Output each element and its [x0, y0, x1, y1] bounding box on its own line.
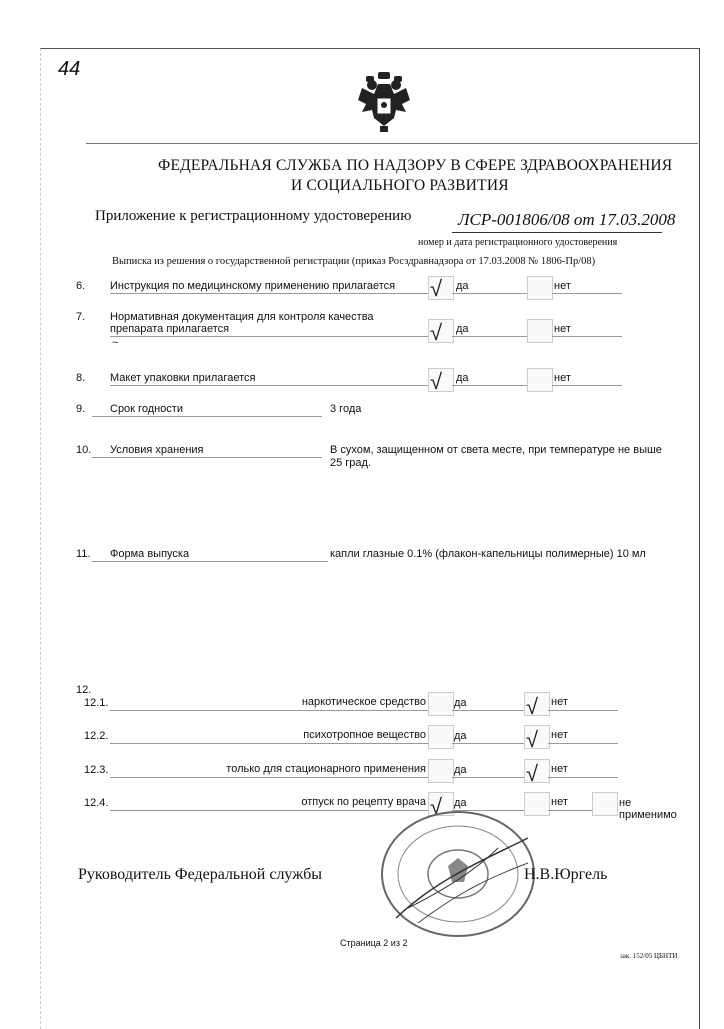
item-10-value-line1: В сухом, защищенном от света месте, при температуре не выше: [330, 444, 662, 456]
item-8-yes-line: [452, 385, 528, 386]
item-10-value-line2: 25 град.: [330, 457, 372, 469]
row-12-1-yes-line: [452, 710, 526, 711]
item-7-no-box: [527, 319, 553, 343]
row-12-3-yes-line: [452, 777, 526, 778]
row-12-2-no-label: нет: [551, 729, 568, 741]
row-12-1-text: наркотическое средство: [301, 696, 426, 708]
row-12-1-no-label: нет: [551, 696, 568, 708]
item-6-no-box: [527, 276, 553, 300]
row-12-4-no-line: [548, 810, 592, 811]
item-6-text: Инструкция по медицинскому применению прилагается: [110, 280, 396, 292]
row-12-1-check-icon: √: [526, 694, 539, 719]
item-6-number: 6.: [76, 280, 86, 292]
row-12-4-yes-label: да: [454, 797, 467, 809]
row-12-2-yes-box: [428, 725, 454, 749]
item-6-underline: [110, 293, 430, 294]
item-9-value: 3 года: [330, 403, 362, 415]
appendix-label: Приложение к регистрационному удостоверению: [95, 208, 412, 224]
item-8-yes-label: да: [456, 372, 469, 384]
item-6-no-label: нет: [554, 280, 571, 292]
row-12-2-text: психотропное вещество: [303, 729, 426, 741]
item-7-underline: [110, 336, 430, 337]
item-8-underline: [110, 385, 430, 386]
registration-underline: [452, 232, 662, 233]
item-6-yes-label: да: [456, 280, 469, 292]
item-7-no-line: [552, 336, 622, 337]
item-8-no-line: [552, 385, 622, 386]
row-12-3-check-icon: √: [526, 761, 539, 786]
form-code: зак. 152/05 ЦБНТИ: [620, 952, 678, 960]
row-12-1-yes-label: да: [454, 697, 467, 709]
item-9-number: 9.: [76, 403, 86, 415]
row-12-3-yes-label: да: [454, 764, 467, 776]
item-8-no-label: нет: [554, 372, 571, 384]
item-8-check-icon: √: [430, 369, 443, 394]
coat-of-arms-emblem: [356, 70, 412, 134]
registration-number: ЛСР-001806/08 от 17.03.2008: [458, 210, 676, 229]
row-12-3-underline: [110, 777, 428, 778]
row-12-3-number: 12.3.: [84, 764, 109, 776]
row-12-2-number: 12.2.: [84, 730, 109, 742]
row-12-4-check-icon: √: [430, 794, 443, 819]
item-10-underline: [92, 457, 322, 458]
row-12-3-no-line: [548, 777, 618, 778]
signatory-title: Руководитель Федеральной службы: [78, 866, 322, 883]
item-11-text: Форма выпуска: [110, 548, 190, 560]
agency-title-line2: И СОЦИАЛЬНОГО РАЗВИТИЯ: [291, 177, 509, 194]
row-12-2-no-line: [548, 743, 618, 744]
official-seal-stamp: [378, 808, 538, 940]
row-12-3-no-label: нет: [551, 763, 568, 775]
row-12-4-no-label: нет: [551, 796, 568, 808]
item-7-number: 7.: [76, 311, 86, 323]
item-8-no-box: [527, 368, 553, 392]
item-10-number: 10.: [76, 444, 92, 456]
row-12-1-underline: [110, 710, 428, 711]
row-12-1-yes-box: [428, 692, 454, 716]
row-12-4-na-label-1: не: [619, 797, 632, 809]
item-6-yes-line: [452, 293, 528, 294]
row-12-3-yes-box: [428, 759, 454, 783]
registration-caption: номер и дата регистрационного удостоверения: [418, 237, 618, 248]
item-6-no-line: [552, 293, 622, 294]
row-12-2-underline: [110, 743, 428, 744]
item-11-value: капли глазные 0.1% (флакон-капельницы полимерные) 10 мл: [330, 548, 646, 560]
row-12-2-check-icon: √: [526, 727, 539, 752]
item-10-text: Условия хранения: [110, 444, 204, 456]
item-7-text-line1: Нормативная документация для контроля качества: [110, 311, 374, 323]
row-12-1-no-line: [548, 710, 618, 711]
row-12-2-yes-line: [452, 743, 526, 744]
corner-handwritten-mark: 44: [58, 58, 81, 80]
row-12-4-na-box: [592, 792, 618, 816]
row-12-4-text: отпуск по рецепту врача: [301, 796, 426, 808]
extract-line: Выписка из решения о государственной регистрации (приказ Росздравнадзора от 17.03.2008 № 1806-Пр/08): [112, 256, 596, 267]
item-7-tilde: ~: [112, 337, 119, 349]
item-7-yes-line: [452, 336, 528, 337]
section-12-number: 12.: [76, 684, 92, 696]
item-9-underline: [92, 416, 322, 417]
item-7-text-line2: препарата прилагается: [110, 323, 230, 335]
item-8-number: 8.: [76, 372, 86, 384]
row-12-1-number: 12.1.: [84, 697, 109, 709]
item-7-no-label: нет: [554, 323, 571, 335]
item-6-check-icon: √: [430, 276, 443, 301]
item-9-text: Срок годности: [110, 403, 183, 415]
page-counter: Страница 2 из 2: [340, 938, 408, 948]
header-divider: [86, 143, 698, 144]
item-11-underline: [92, 561, 328, 562]
row-12-4-number: 12.4.: [84, 797, 109, 809]
item-7-check-icon: √: [430, 320, 443, 345]
row-12-4-na-label-2: применимо: [619, 809, 677, 821]
item-7-yes-label: да: [456, 323, 469, 335]
signatory-name: Н.В.Юргель: [524, 866, 608, 883]
row-12-2-yes-label: да: [454, 730, 467, 742]
row-12-3-text: только для стационарного применения: [226, 763, 426, 775]
agency-title-line1: ФЕДЕРАЛЬНАЯ СЛУЖБА ПО НАДЗОРУ В СФЕРЕ ЗДРАВООХРАНЕНИЯ: [158, 157, 673, 174]
item-8-text: Макет упаковки прилагается: [110, 372, 256, 384]
item-11-number: 11.: [76, 548, 91, 560]
